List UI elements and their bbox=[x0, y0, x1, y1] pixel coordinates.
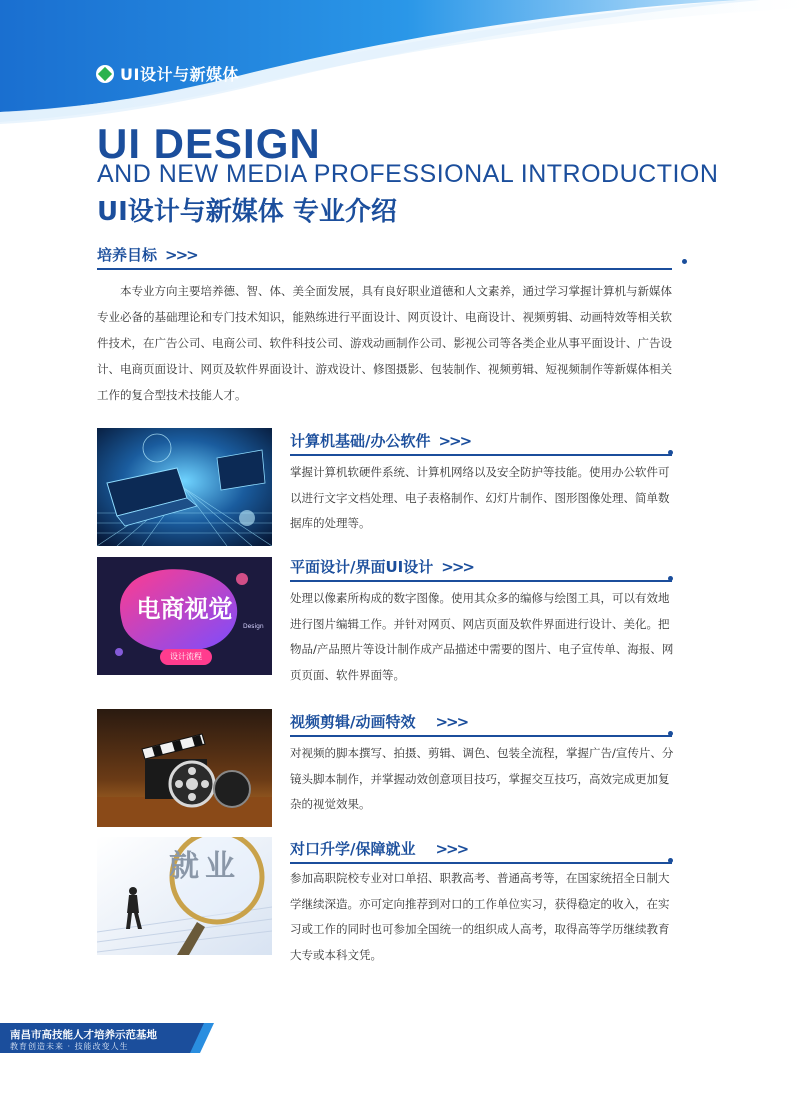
chevron-right-icon: >>> bbox=[165, 245, 197, 264]
chevron-right-icon: >>> bbox=[435, 839, 468, 858]
footer-line2: 教育创造未来 · 技能改变人生 bbox=[10, 1042, 129, 1051]
item-computer-heading bbox=[290, 430, 470, 451]
item-career-divider-dot bbox=[668, 858, 673, 863]
item-video-divider bbox=[290, 735, 672, 737]
ecommerce-image-badge: 设计流程 bbox=[160, 649, 212, 665]
item-design-paragraph: 处理以像素所构成的数字图像。使用其众多的编修与绘图工具，可以有效地进行图片编辑工作。并针对网页、网店页面及软件界面进行设计、美化。把物品/产品照片等设计制作成产品描述中需要的图片、电子宣传单、海报、网页页面、软件界面等。 bbox=[290, 591, 674, 682]
title-cn: UI设计与新媒体 专业介绍 bbox=[97, 197, 397, 227]
logo-emblem-icon bbox=[96, 65, 114, 83]
intro-divider-dot bbox=[682, 259, 687, 264]
employment-image-title: 就业 bbox=[169, 849, 241, 884]
item-career-divider bbox=[290, 862, 672, 864]
item-design-divider-dot bbox=[668, 576, 673, 581]
brand-logo bbox=[96, 62, 239, 85]
title-en-line2: AND NEW MEDIA PROFESSIONAL INTRODUCTION bbox=[97, 160, 719, 188]
item-video-divider-dot bbox=[668, 731, 673, 736]
ecommerce-visual-image bbox=[97, 557, 272, 675]
chevron-right-icon: >>> bbox=[441, 557, 473, 576]
ecommerce-image-title: 电商视觉 bbox=[136, 595, 233, 623]
item-computer-heading-text: 计算机基础/办公软件 bbox=[290, 432, 431, 450]
item-computer-paragraph: 掌握计算机软硬件系统、计算机网络以及安全防护等技能。使用办公软件可以进行文字文档处理、电子表格制作、幻灯片制作、图形图像处理、简单数据库的处理等。 bbox=[290, 465, 670, 530]
video-clapperboard-image bbox=[97, 709, 272, 827]
title-en-line1: UI DESIGN bbox=[97, 120, 321, 167]
footer-line1: 南昌市高技能人才培养示范基地 bbox=[10, 1029, 157, 1041]
item-career-heading bbox=[290, 838, 467, 859]
item-computer-divider-dot bbox=[668, 450, 673, 455]
intro-heading bbox=[97, 244, 197, 265]
logo-text: UI设计与新媒体 bbox=[120, 65, 239, 84]
item-computer-divider bbox=[290, 454, 672, 456]
item-design-heading-text: 平面设计/界面UI设计 bbox=[290, 558, 434, 576]
intro-divider bbox=[97, 268, 672, 270]
computer-network-image bbox=[97, 428, 272, 546]
item-video-heading bbox=[290, 711, 467, 732]
item-design-divider bbox=[290, 580, 672, 582]
intro-paragraph: 本专业方向主要培养德、智、体、美全面发展，具有良好职业道德和人文素养，通过学习掌握计算机与新媒体专业必备的基础理论和专门技术知识，能熟练进行平面设计、网页设计、电商设计、视频剪辑、动画特效等相关软件技术，在广告公司、电商公司、软件科技公司、游戏动画制作公司、影视公司等各类企业从事平面设计、广告设计、电商页面设计、网页及软件界面设计、游戏设计、修图摄影、包装制作、视频剪辑、短视频制作等新媒体相关工作的复合型技术技能人才。 bbox=[97, 284, 672, 402]
item-video-paragraph: 对视频的脚本撰写、拍摄、剪辑、调色、包装全流程，掌握广告/宣传片、分镜头脚本制作，并掌握动效创意项目技巧，掌握交互技巧，高效完成更加复杂的视觉效果。 bbox=[290, 746, 674, 811]
chevron-right-icon: >>> bbox=[435, 712, 468, 731]
item-career-heading-text: 对口升学/保障就业 bbox=[290, 840, 416, 858]
employment-image bbox=[97, 837, 272, 955]
intro-heading-text: 培养目标 bbox=[97, 246, 158, 264]
ecommerce-image-small-text: Design bbox=[243, 623, 264, 630]
item-design-heading bbox=[290, 556, 473, 577]
chevron-right-icon: >>> bbox=[438, 431, 471, 450]
item-career-paragraph: 参加高职院校专业对口单招、职教高考、普通高考等，在国家统招全日制大学继续深造。亦可定向推荐到对口的工作单位实习，获得稳定的收入，在实习或工作的同时也可参加全国统一的组织成人高考，取得高等学历继续教育大专或本科文凭。 bbox=[290, 871, 670, 962]
item-video-heading-text: 视频剪辑/动画特效 bbox=[290, 713, 416, 731]
